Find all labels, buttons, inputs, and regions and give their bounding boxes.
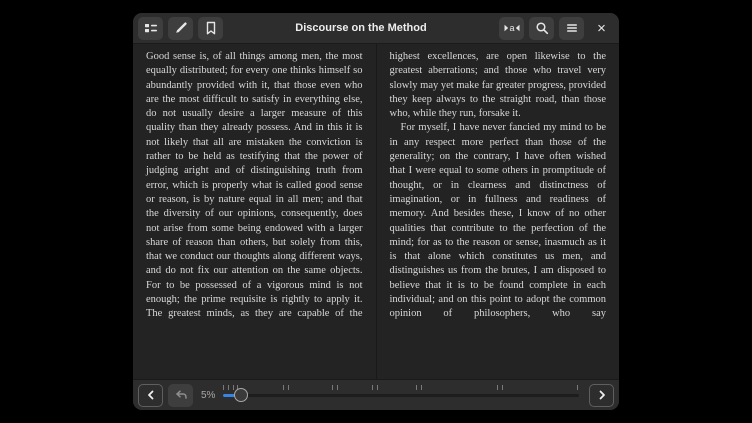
paragraph: Good sense is, of all things among men, the most equally distributed; for every one thinks himself so abundantly provided with it, that those even who are the most difficult to satisfy in everything else, do not usually desire a larger measure of this quality than they already possess. And in this it is not likely that all are mistaken the conviction is rather to be held as testifying that the power of judging aright and of distinguishing truth from error, which is properly what is called good sense or reason, is by nature equal in all men; and that the diversity of our opinions, consequently, does not arise from some being endowed with a larger share of reason than others, but solely from this, that we conduct our thoughts along different ways, and do not fix our attention on the same objects. For to be possessed of a vigorous mind is not enough; the prime requisite is rightly to apply it. The greatest minds, as they are capable of the — [146, 51, 363, 320]
section-tick — [228, 385, 229, 390]
reading-progress-label: 5% — [201, 389, 216, 401]
paragraph: For myself, I have never fancied my mind to be in any respect more perfect than those of the generality; on the contrary, I have often wished that I were equal to some others in promptitude of thought, or in clearness and distinctness of imagination, or in fullness and readiness of memory. And besides these, I know of no other qualities that contribute to the perfection of the mind; for as to the reason or sense, inasmuch as it is that alone which constitutes us men, and distinguishes us from the brutes, I am disposed to believe that it is to be found complete in each individual; and on this point to adopt the common opinion of philosophers, who say — [389, 122, 606, 320]
footer-left-buttons — [138, 384, 193, 407]
annotate-button[interactable] — [168, 17, 193, 40]
ebook-reader-window — [133, 13, 619, 410]
menu-button[interactable] — [559, 17, 584, 40]
slider-ticks — [223, 385, 579, 390]
hamburger-menu-icon — [565, 21, 579, 35]
outline-icon — [144, 21, 158, 35]
header-right-buttons — [499, 17, 614, 40]
section-tick — [421, 385, 422, 390]
section-tick — [283, 385, 284, 390]
left-page-column — [133, 44, 376, 379]
book-title: Discourse on the Method — [295, 22, 427, 34]
bookmark-icon — [204, 21, 218, 35]
section-tick — [288, 385, 289, 390]
chevron-left-icon — [144, 388, 158, 402]
section-tick — [502, 385, 503, 390]
header-left-buttons — [138, 17, 223, 40]
next-page-button[interactable] — [589, 384, 614, 407]
close-window-button[interactable] — [589, 17, 614, 40]
section-tick — [377, 385, 378, 390]
header-bar — [133, 13, 619, 44]
pencil-icon — [174, 21, 188, 35]
progress-slider[interactable] — [223, 384, 579, 406]
section-tick — [577, 385, 578, 390]
chevron-right-icon — [595, 388, 609, 402]
slider-track[interactable] — [223, 394, 579, 397]
fit-width-icon-glyph: a — [508, 23, 515, 33]
section-tick — [233, 385, 234, 390]
search-button[interactable] — [529, 17, 554, 40]
fit-width-icon — [503, 22, 521, 34]
previous-page-button[interactable] — [138, 384, 163, 407]
slider-handle[interactable] — [234, 388, 248, 402]
section-tick — [337, 385, 338, 390]
section-tick — [223, 385, 224, 390]
paragraph: highest excellences, are open likewise to the greatest aberrations; and those who travel very slowly may yet make far greater progress, provided they keep always to the straight road, than those who, while they run, forsake it. — [389, 51, 606, 120]
outline-button[interactable] — [138, 17, 163, 40]
page-content — [133, 44, 619, 379]
right-page-column — [377, 44, 620, 379]
section-tick — [416, 385, 417, 390]
close-icon: × — [597, 19, 606, 37]
section-tick — [332, 385, 333, 390]
section-tick — [372, 385, 373, 390]
fit-width-button[interactable] — [499, 17, 524, 40]
go-back-button[interactable] — [168, 384, 193, 407]
section-tick — [497, 385, 498, 390]
search-icon — [535, 21, 549, 35]
undo-arrow-icon — [174, 388, 188, 402]
navigation-bar — [133, 379, 619, 410]
bookmark-button[interactable] — [198, 17, 223, 40]
